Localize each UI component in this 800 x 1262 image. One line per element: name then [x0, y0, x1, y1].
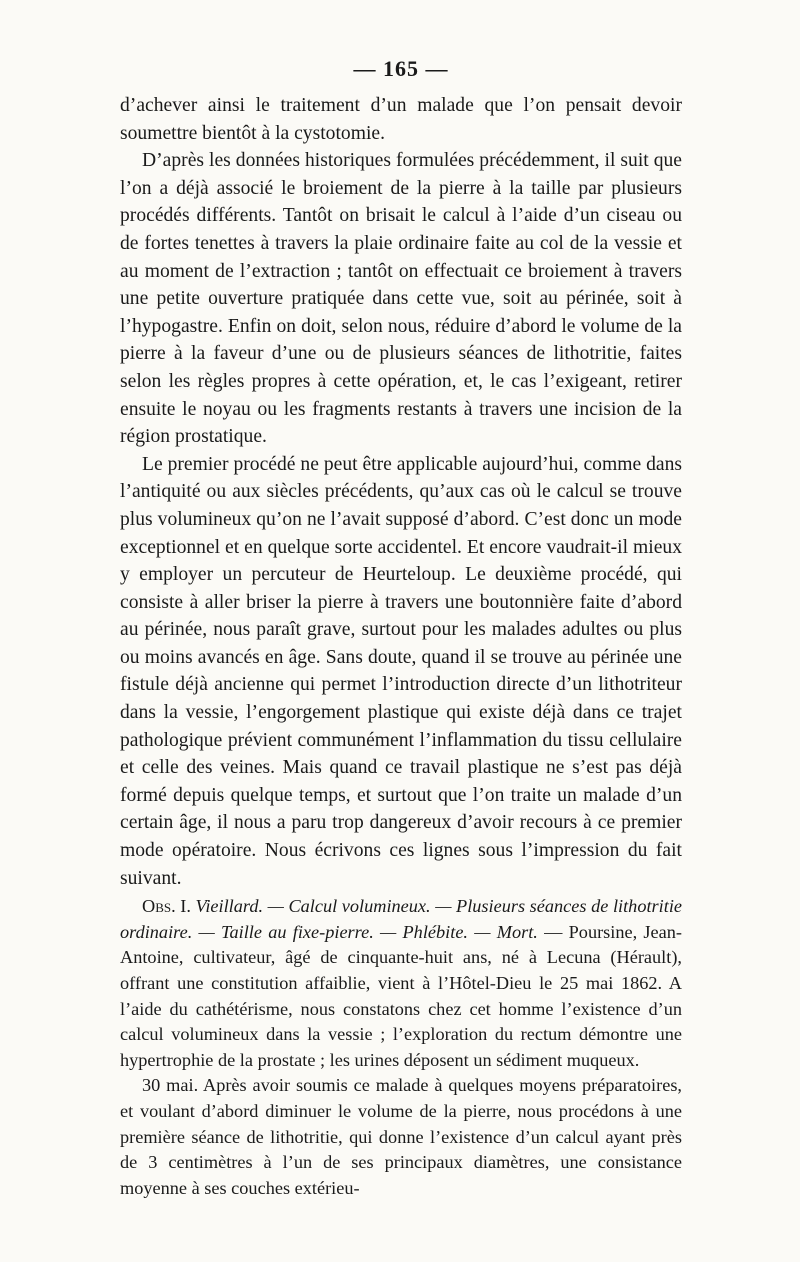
paragraph-2: D’après les données historiques formulées précédemment, il suit que l’on a déjà associé le broiement de la pierre à la taille par plusieurs procédés différents. Tantôt on brisait le calcul à l’aide d’un ciseau ou de fortes tenettes à travers la plaie ordinaire faite au col de la vessie et au moment de l’extraction ; tantôt on effectuait ce broiement à travers une petite ouverture pratiquée dans cette vue, soit au périnée, soit à l’hypogastre. Enfin on doit, selon nous, réduire d’abord le volume de la pierre à la faveur d’une ou de plusieurs séances de lithotritie, faites selon les règles propres à cette opération, et, le cas l’exigeant, retirer ensuite le noyau ou les fragments restants à travers une incision de la région prostatique. [120, 150, 682, 448]
observation-continuation: 30 mai. Après avoir soumis ce malade à quelques moyens préparatoires, et voulant d’abord diminuer le volume de la pierre, nous procédons à une première séance de lithotritie, qui donne l’existence d’un calcul ayant près de 3 centimètres à l’un de ses principaux diamètres, une consistance moyenne à ses couches extérieu- [120, 1075, 682, 1198]
paragraph-3: Le premier procédé ne peut être applicable aujourd’hui, comme dans l’antiquité ou aux siècles précédents, qu’aux cas où le calcul se trouve plus volumineux qu’on ne l’avait supposé d’abord. C’est donc un mode exceptionnel et en quelque sorte accidentel. Et encore vaudrait-il mieux y employer un percuteur de Heurteloup. Le deuxième procédé, qui consiste à aller briser la pierre à travers une boutonnière faite d’abord au périnée, nous paraît grave, surtout pour les malades adultes ou plus ou moins avancés en âge. Sans doute, quand il se trouve au périnée une fistule déjà ancienne qui permet l’introduction directe d’un lithotriteur dans la vessie, l’engorgement plastique qui existe déjà dans ce trajet pathologique prévient communément l’inflammation du tissu cellulaire et celle des veines. Mais quand ce travail plastique ne s’est pas déjà formé depuis quelque temps, et surtout que l’on traite un malade d’un certain âge, il nous a paru trop dangereux d’avoir recours à ce premier mode opératoire. Nous écrivons ces lignes sous l’impression du fait suivant. [120, 453, 682, 889]
observation-title: Vieillard. — Calcul volumineux. — Plusieurs séances de lithotritie ordinaire. — Taille au fixe-pierre. — Phlébite. — Mort. [120, 896, 683, 942]
paragraph-1: d’achever ainsi le traitement d’un malade que l’on pensait devoir soumettre bientôt à la cystotomie. [120, 95, 682, 144]
page-number: — 165 — [353, 56, 449, 81]
observation-body: — Poursine, Jean-Antoine, cultivateur, âgé de cinquante-huit ans, né à Lecuna (Hérault), offrant une constitution affaiblie, vient à l’Hôtel-Dieu le 25 mai 1862. A l’aide du cathétérisme, nous constatons chez cet homme l’existence d’un calcul volumineux dans la vessie ; l’exploration du rectum démontre une hypertrophie de la prostate ; les urines déposent un sédiment muqueux. [120, 921, 682, 1070]
observation-label: Obs. I. [142, 896, 191, 917]
observation-paragraph [120, 894, 682, 1073]
observation-block [120, 894, 682, 1201]
body-text [120, 92, 682, 892]
